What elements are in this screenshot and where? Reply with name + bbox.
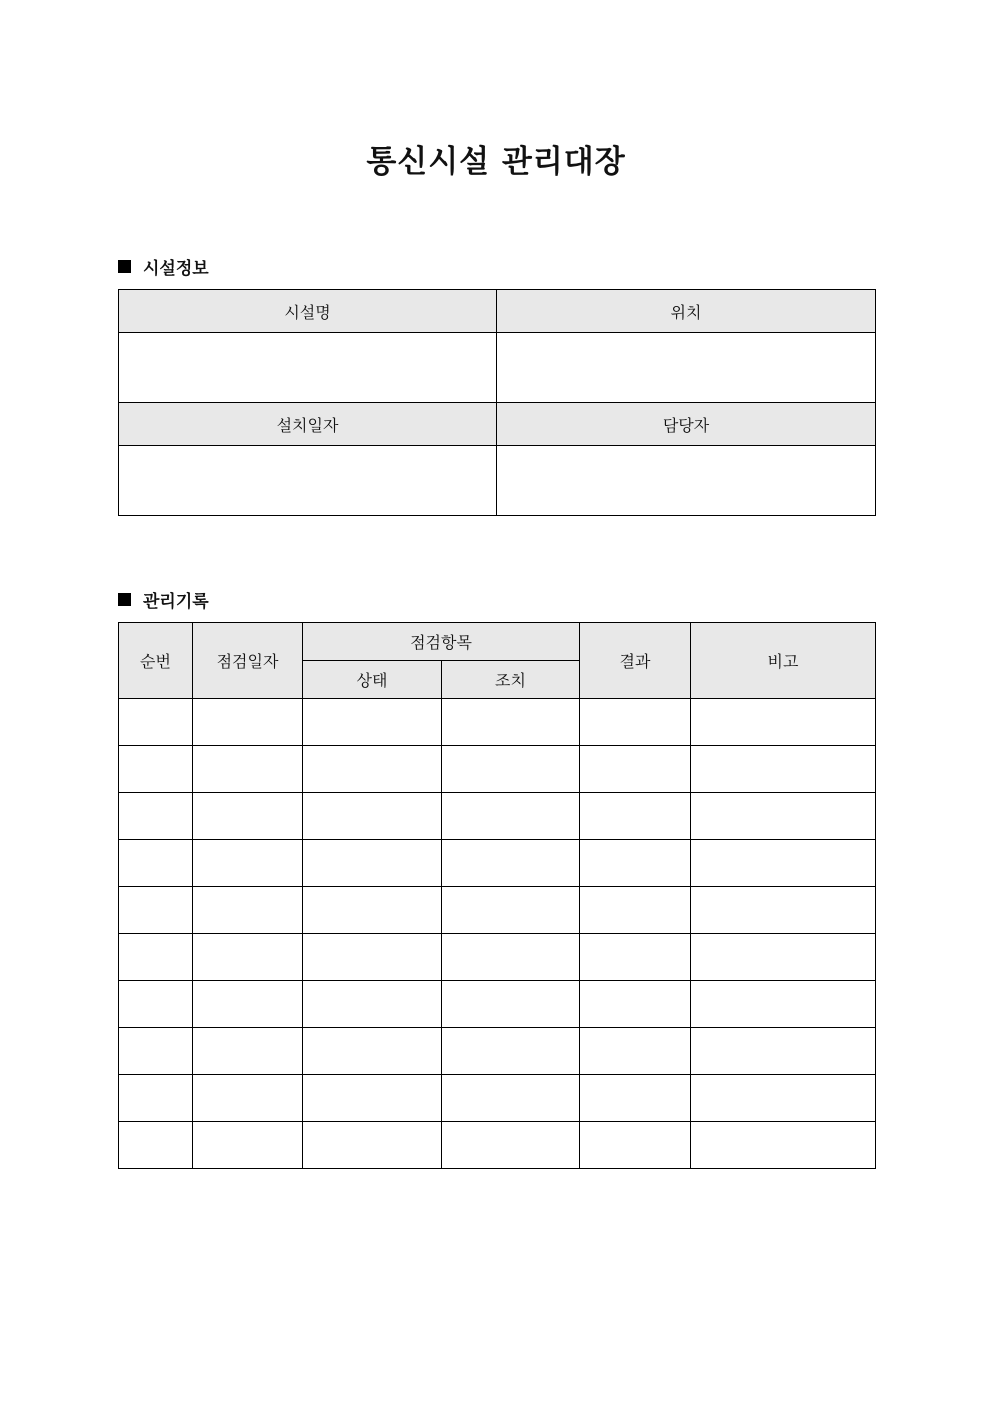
- cell-seq[interactable]: [119, 934, 193, 981]
- cell-action[interactable]: [442, 1122, 580, 1169]
- cell-seq[interactable]: [119, 1028, 193, 1075]
- cell-inspection-date[interactable]: [193, 1028, 303, 1075]
- cell-seq[interactable]: [119, 699, 193, 746]
- header-status: 상태: [303, 661, 442, 699]
- cell-inspection-date[interactable]: [193, 746, 303, 793]
- cell-seq[interactable]: [119, 840, 193, 887]
- cell-result[interactable]: [580, 1028, 691, 1075]
- cell-result[interactable]: [580, 699, 691, 746]
- cell-remarks[interactable]: [691, 840, 876, 887]
- cell-remarks[interactable]: [691, 1122, 876, 1169]
- cell-seq[interactable]: [119, 793, 193, 840]
- cell-remarks[interactable]: [691, 1028, 876, 1075]
- cell-seq[interactable]: [119, 887, 193, 934]
- table-row: [119, 699, 876, 746]
- cell-inspection-date[interactable]: [193, 840, 303, 887]
- page-title: 통신시설 관리대장: [366, 144, 626, 180]
- cell-inspection-date[interactable]: [193, 934, 303, 981]
- table-row: [119, 1075, 876, 1122]
- location-label: 위치: [497, 290, 876, 333]
- cell-status[interactable]: [303, 981, 442, 1028]
- cell-action[interactable]: [442, 840, 580, 887]
- cell-remarks[interactable]: [691, 793, 876, 840]
- cell-status[interactable]: [303, 934, 442, 981]
- cell-status[interactable]: [303, 887, 442, 934]
- cell-result[interactable]: [580, 746, 691, 793]
- square-bullet-icon: [118, 260, 131, 273]
- cell-action[interactable]: [442, 981, 580, 1028]
- header-action: 조치: [442, 661, 580, 699]
- cell-status[interactable]: [303, 1122, 442, 1169]
- cell-inspection-date[interactable]: [193, 1122, 303, 1169]
- table-row: [119, 981, 876, 1028]
- cell-result[interactable]: [580, 840, 691, 887]
- cell-seq[interactable]: [119, 981, 193, 1028]
- table-row: [119, 1028, 876, 1075]
- cell-remarks[interactable]: [691, 746, 876, 793]
- header-inspection-date: 점검일자: [193, 623, 303, 699]
- management-records-table: [118, 622, 876, 1169]
- facility-name-label: 시설명: [119, 290, 497, 333]
- cell-seq[interactable]: [119, 746, 193, 793]
- cell-remarks[interactable]: [691, 1075, 876, 1122]
- facility-info-table: [118, 289, 876, 516]
- records-section-label: 관리기록: [143, 592, 209, 612]
- records-section-heading: [118, 587, 209, 612]
- header-result: 결과: [580, 623, 691, 699]
- table-row: [119, 1122, 876, 1169]
- install-date-label: 설치일자: [119, 403, 497, 446]
- cell-action[interactable]: [442, 1028, 580, 1075]
- cell-seq[interactable]: [119, 1122, 193, 1169]
- cell-inspection-date[interactable]: [193, 699, 303, 746]
- install-date-field[interactable]: [119, 446, 497, 516]
- cell-status[interactable]: [303, 1075, 442, 1122]
- facility-name-field[interactable]: [119, 333, 497, 403]
- cell-remarks[interactable]: [691, 981, 876, 1028]
- location-field[interactable]: [497, 333, 876, 403]
- cell-status[interactable]: [303, 746, 442, 793]
- table-row: [119, 746, 876, 793]
- cell-action[interactable]: [442, 934, 580, 981]
- cell-inspection-date[interactable]: [193, 981, 303, 1028]
- cell-action[interactable]: [442, 1075, 580, 1122]
- cell-inspection-date[interactable]: [193, 793, 303, 840]
- cell-seq[interactable]: [119, 1075, 193, 1122]
- header-remarks: 비고: [691, 623, 876, 699]
- cell-status[interactable]: [303, 699, 442, 746]
- cell-remarks[interactable]: [691, 887, 876, 934]
- cell-action[interactable]: [442, 746, 580, 793]
- cell-result[interactable]: [580, 793, 691, 840]
- header-inspection-items: 점검항목: [303, 623, 580, 661]
- table-row: [119, 934, 876, 981]
- cell-result[interactable]: [580, 887, 691, 934]
- cell-result[interactable]: [580, 981, 691, 1028]
- cell-inspection-date[interactable]: [193, 887, 303, 934]
- manager-label: 담당자: [497, 403, 876, 446]
- facility-section-label: 시설정보: [143, 259, 209, 279]
- cell-action[interactable]: [442, 793, 580, 840]
- cell-status[interactable]: [303, 793, 442, 840]
- cell-status[interactable]: [303, 840, 442, 887]
- table-row: [119, 793, 876, 840]
- cell-status[interactable]: [303, 1028, 442, 1075]
- square-bullet-icon: [118, 593, 131, 606]
- cell-action[interactable]: [442, 887, 580, 934]
- manager-field[interactable]: [497, 446, 876, 516]
- cell-remarks[interactable]: [691, 934, 876, 981]
- cell-remarks[interactable]: [691, 699, 876, 746]
- cell-inspection-date[interactable]: [193, 1075, 303, 1122]
- facility-section-heading: [118, 254, 209, 279]
- cell-result[interactable]: [580, 1075, 691, 1122]
- cell-result[interactable]: [580, 1122, 691, 1169]
- cell-result[interactable]: [580, 934, 691, 981]
- header-seq: 순번: [119, 623, 193, 699]
- table-row: [119, 840, 876, 887]
- cell-action[interactable]: [442, 699, 580, 746]
- table-row: [119, 887, 876, 934]
